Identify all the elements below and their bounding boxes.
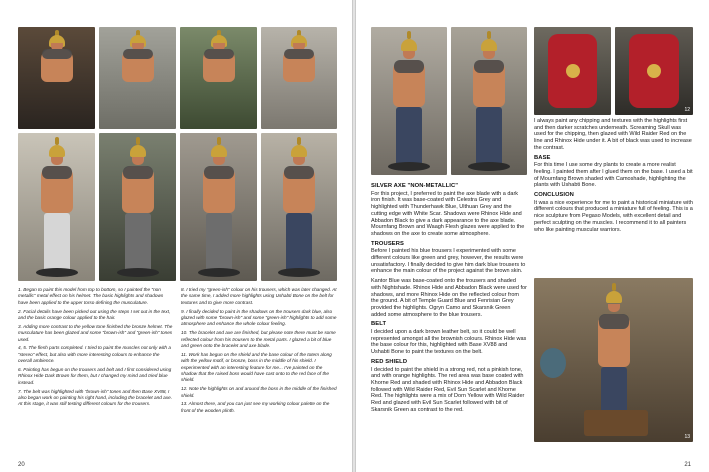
caption-2: 2. Facial details have been picked out using the steps I set out in the text, and the basic orange colour applied to the hair. — [18, 308, 171, 321]
photo-number-13: 13 — [684, 434, 690, 440]
paragraph-trousers-2: Kantor Blue was base-coated onto the trousers and shaded with Nightshade. Rhinox Hide and Abbadon Black were used for shadows, and more Rhinox Hide on the reflected colour from the ground. A bit of Temple Guard Blue and Fenrisian Grey provided the highlights. Ogryn Camo and Skarsnik Green added some atmosphere to the blue trousers. — [371, 278, 527, 318]
heading-trousers: TROUSERS — [371, 240, 405, 247]
wooden-plinth — [584, 410, 648, 436]
photo-step-5 — [18, 133, 95, 281]
heading-silver-axe: SILVER AXE "NON-METALLIC" — [371, 183, 459, 189]
left-page — [0, 0, 352, 472]
page-number-left: 20 — [18, 462, 25, 468]
paint-pots — [540, 348, 566, 378]
miniature-figure — [36, 133, 78, 281]
photo-step-3 — [180, 27, 257, 129]
paragraph-silver-axe: For this project, I preferred to paint the axe blade with a dark iron finish. It was base-coated with Celestra Grey and highlighted with Thunderhawk Blue, Ulthuan Grey and the cutting edge with White Scar. Shadows were Rhinox Hide and Abbadon Black to give a dark appearance to the axe blade. Mournfang Brown and Waagh Flesh glazes were applied to the shadows on the axe to create some atmosphere. — [371, 190, 525, 237]
miniature-figure — [198, 27, 240, 129]
shield-boss — [566, 64, 580, 78]
miniature-figure — [278, 133, 320, 281]
page-number-right: 21 — [684, 462, 691, 468]
photo-step-13 — [534, 278, 693, 442]
caption-9: 9. I finally decided to paint in the shadows on the trousers dark blue, also glazed with some "brown-ish" and some "green-ish" highlights to add some atmosphere and enhance the whole colour feeling. — [181, 308, 337, 327]
caption-6: 6. Painting has begun on the trousers and belt and I first considered using Rhinox Hide Dark Brown for them, but I changed my mind and tried blue instead. — [18, 367, 172, 385]
caption-8: 8. I tried my "green-ish" colour on his trousers, which was later changed. At the same time, I added more highlights using Ushabti Bone on the belt for textures and to give more contrast. — [181, 287, 337, 305]
miniature-figure — [36, 27, 78, 129]
photo-step-4 — [261, 27, 337, 129]
caption-7: 7. The belt was highlighted with "brown-ish" tones and then Base XV88, I also began work on painting his right hand, including the bracelet and axe. At this stage, it was still testing different colours for the trousers. — [18, 388, 173, 407]
paragraph-trousers-1: Before I painted his blue trousers I experimented with some different colours like green and grey, however, the results were unsatisfactory. I finally decided to give him dark blue trousers to enhance the main colour of the project against the brown skin. — [371, 248, 526, 275]
photo-shield-step-11 — [534, 27, 611, 115]
photo-back-view — [451, 27, 527, 175]
photo-step-6 — [99, 133, 176, 281]
photo-number-12: 12 — [684, 107, 690, 113]
caption-3: 3. Adding more contrast to the yellow tone finished the bronze helmet. The musculature has been glazed and some "brown-ish" and "green-ish" tones used. — [18, 323, 173, 342]
miniature-figure — [117, 27, 159, 129]
miniature-figure — [198, 133, 240, 281]
captions-column-left — [18, 287, 174, 410]
paragraph-conclusion: It was a nice experience for me to paint a historical miniature with different colours that produced a miniature full of feeling. This is a nice sculpture from Pegaso Models, with excellent detail and perfect sculpting on the muscles. I recommend it to all painters who like painting muscular warriors. — [534, 199, 693, 233]
caption-10: 10. The bracelet and axe are finished, but please note there must be some reflected colour from his trousers to the metal parts. I glazed a bit of blue and green onto the bracelet and axe blade. — [181, 330, 336, 349]
photo-shield-step-12 — [615, 27, 693, 115]
caption-12: 12. Note the highlights on and around the boss in the middle of the finished shield. — [181, 386, 337, 398]
paragraph-red-shield: I decided to paint the shield in a strong red, not a pinkish tone, and with orange highlights. The red area was base coated with Khorne Red and shaded with Rhinox Hide and Abbadon Black followed with Wild Raider Red, Evil Sun Scarlet and Khorne Red. The highlights were a mix of Dorn Yellow with Wild Raider Red and glazed with Evil Sun Scarlet followed with bit of Skarsnik Green as contrast to the red. — [371, 366, 525, 413]
miniature-figure — [278, 27, 320, 129]
article-column-left — [371, 180, 527, 417]
photo-step-2 — [99, 27, 176, 129]
photo-step-7 — [180, 133, 257, 281]
caption-1: 1. Began to paint this model from top to bottom, so I painted the "non metallic" metal effect on his helmet. The basic highlights and shadows have been applied to the upper torso defining the musculature. — [18, 287, 164, 305]
heading-base: BASE — [534, 154, 551, 161]
captions-column-right — [181, 287, 337, 417]
photo-step-8 — [261, 133, 337, 281]
paragraph-chipping: I always paint any chipping and textures with the highlights first and then darker scratches underneath. Screaming Skull was used for the chipping, then glazed with Wild Raider Red on the line and Rhinox Hide under it. A bit of black was used to increase the contrast. — [534, 118, 692, 151]
paragraph-belt: I decided upon a dark brown leather belt, so it could be well represented amongst all the brownish colours. Rhinox Hide was the base colour for this, highlighted with Base XV88 and Ushabti Bone to paint the textures on the belt. — [371, 329, 527, 356]
miniature-figure — [468, 27, 510, 175]
heading-red-shield: RED SHIELD — [371, 358, 408, 365]
heading-conclusion: CONCLUSION — [534, 192, 574, 199]
caption-11: 11. Work has begun on the shield and the base colour of the totem along with the yellow motif, or bronze, boss in the middle of his shield. I experimented with an interesting feature for me... I've painted on the shadow that the raised boss would have cast onto to the red face of the shield. — [181, 351, 332, 383]
photo-step-1 — [18, 27, 95, 129]
miniature-figure — [388, 27, 430, 175]
miniature-figure — [117, 133, 159, 281]
article-column-right — [534, 118, 693, 236]
caption-4-5: 4, 5. The flesh parts completed. I tried to paint the muscles not only with a "stereo" effect, but also with more interesting colours to enhance the overall ambience. — [18, 345, 171, 364]
photo-front-view — [371, 27, 447, 175]
caption-13: 13. Almost there, and you can just see my working colour palette on the front of the wooden plinth. — [181, 401, 330, 413]
paragraph-base: For this time I use some dry plants to create a more realist feeling. I painted them after I glued them on the base. I used a bit of Mournfang Brown shaded with Camoshade, highlighting the plants with Ushabti Bone. — [534, 162, 693, 189]
shield-boss — [647, 64, 661, 78]
right-page — [356, 0, 709, 472]
heading-belt: BELT — [371, 321, 387, 328]
